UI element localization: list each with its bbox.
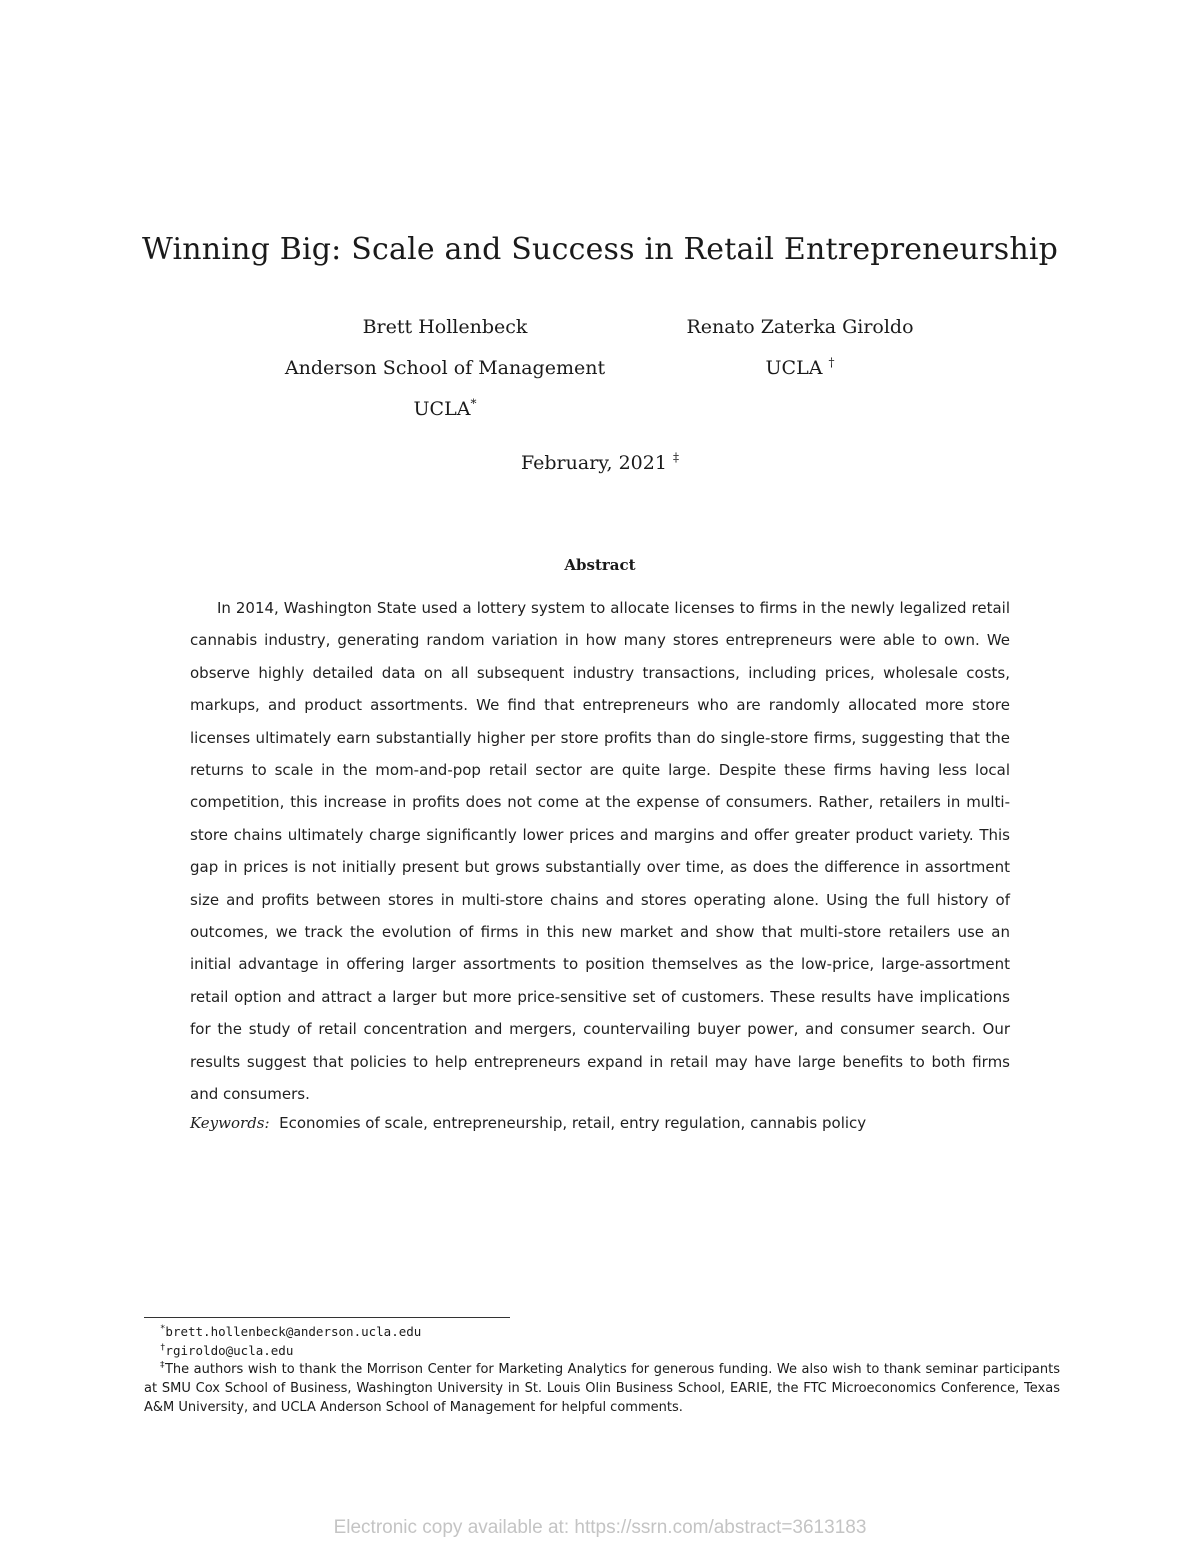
abstract-heading: Abstract bbox=[564, 556, 636, 574]
footnote-1-email[interactable]: brett.hollenbeck@anderson.ucla.edu bbox=[165, 1324, 422, 1339]
paper-date bbox=[0, 452, 1200, 474]
author-1-footnote-mark: * bbox=[470, 396, 477, 411]
footnote-2 bbox=[144, 1341, 1060, 1360]
keywords-label: Keywords: bbox=[190, 1114, 270, 1132]
keywords-text: Economies of scale, entrepreneurship, retail, entry regulation, cannabis policy bbox=[279, 1114, 867, 1132]
author-1-institution-text: UCLA bbox=[413, 398, 471, 420]
footnote-1 bbox=[144, 1322, 1060, 1341]
author-2-institution bbox=[660, 357, 940, 379]
footnote-2-email[interactable]: rgiroldo@ucla.edu bbox=[165, 1343, 294, 1358]
footnote-2-mark: † bbox=[160, 1342, 166, 1353]
abstract-body: In 2014, Washington State used a lottery system to allocate licenses to firms in the newly legalized retail cannabis industry, generating random variation in how many stores entrepreneurs were able to own. We observe highly detailed data on all subsequent industry transactions, including prices, wholesale costs, markups, and product assortments. We find that entrepreneurs who are randomly allocated more store licenses ultimately earn substantially higher per store profits than do single-store firms, suggesting that the returns to scale in the mom-and-pop retail sector are quite large. Despite these firms having less local competition, this increase in profits does not come at the expense of consumers. Rather, retailers in multi-store chains ultimately charge significantly lower prices and margins and offer greater product variety. This gap in prices is not initially present but grows substantially over time, as does the difference in assortment size and profits between stores in multi-store chains and stores operating alone. Using the full history of outcomes, we track the evolution of firms in this new market and show that multi-store retailers use an initial advantage in offering larger assortments to position themselves as the low-price, large-assortment retail option and attract a larger but more price-sensitive set of customers. These results have implications for the study of retail concentration and mergers, countervailing buyer power, and consumer search. Our results suggest that policies to help entrepreneurs expand in retail may have large benefits to both firms and consumers. bbox=[190, 599, 1010, 1104]
footnote-3-text: The authors wish to thank the Morrison Center for Marketing Analytics for generous funding. We also wish to thank seminar participants at SMU Cox School of Business, Washington University in St. Louis Olin Business School, EARIE, the FTC Microeconomics Conference, Texas A&M University, and UCLA Anderson School of Management for helpful comments. bbox=[144, 1362, 1060, 1415]
author-1-affiliation: Anderson School of Management bbox=[284, 357, 606, 379]
footnote-3-mark: ‡ bbox=[160, 1360, 165, 1371]
author-1-name: Brett Hollenbeck bbox=[362, 316, 528, 338]
author-1-institution bbox=[290, 398, 600, 420]
footnote-3 bbox=[144, 1360, 1060, 1417]
paper-date-text: February, 2021 bbox=[521, 452, 667, 474]
paper-title: Winning Big: Scale and Success in Retail Entrepreneurship bbox=[141, 232, 1059, 267]
footnotes bbox=[144, 1322, 1060, 1417]
date-footnote-mark: ‡ bbox=[672, 450, 679, 465]
keywords-line bbox=[190, 1110, 1010, 1136]
ssrn-watermark: Electronic copy available at: https://ssrn.com/abstract=3613183 bbox=[333, 1517, 867, 1538]
author-2-institution-text: UCLA bbox=[765, 357, 823, 379]
footnote-rule bbox=[144, 1317, 510, 1318]
author-2-footnote-mark: † bbox=[828, 355, 835, 370]
author-2-name: Renato Zaterka Giroldo bbox=[686, 316, 914, 338]
footnote-1-mark: * bbox=[160, 1323, 166, 1334]
